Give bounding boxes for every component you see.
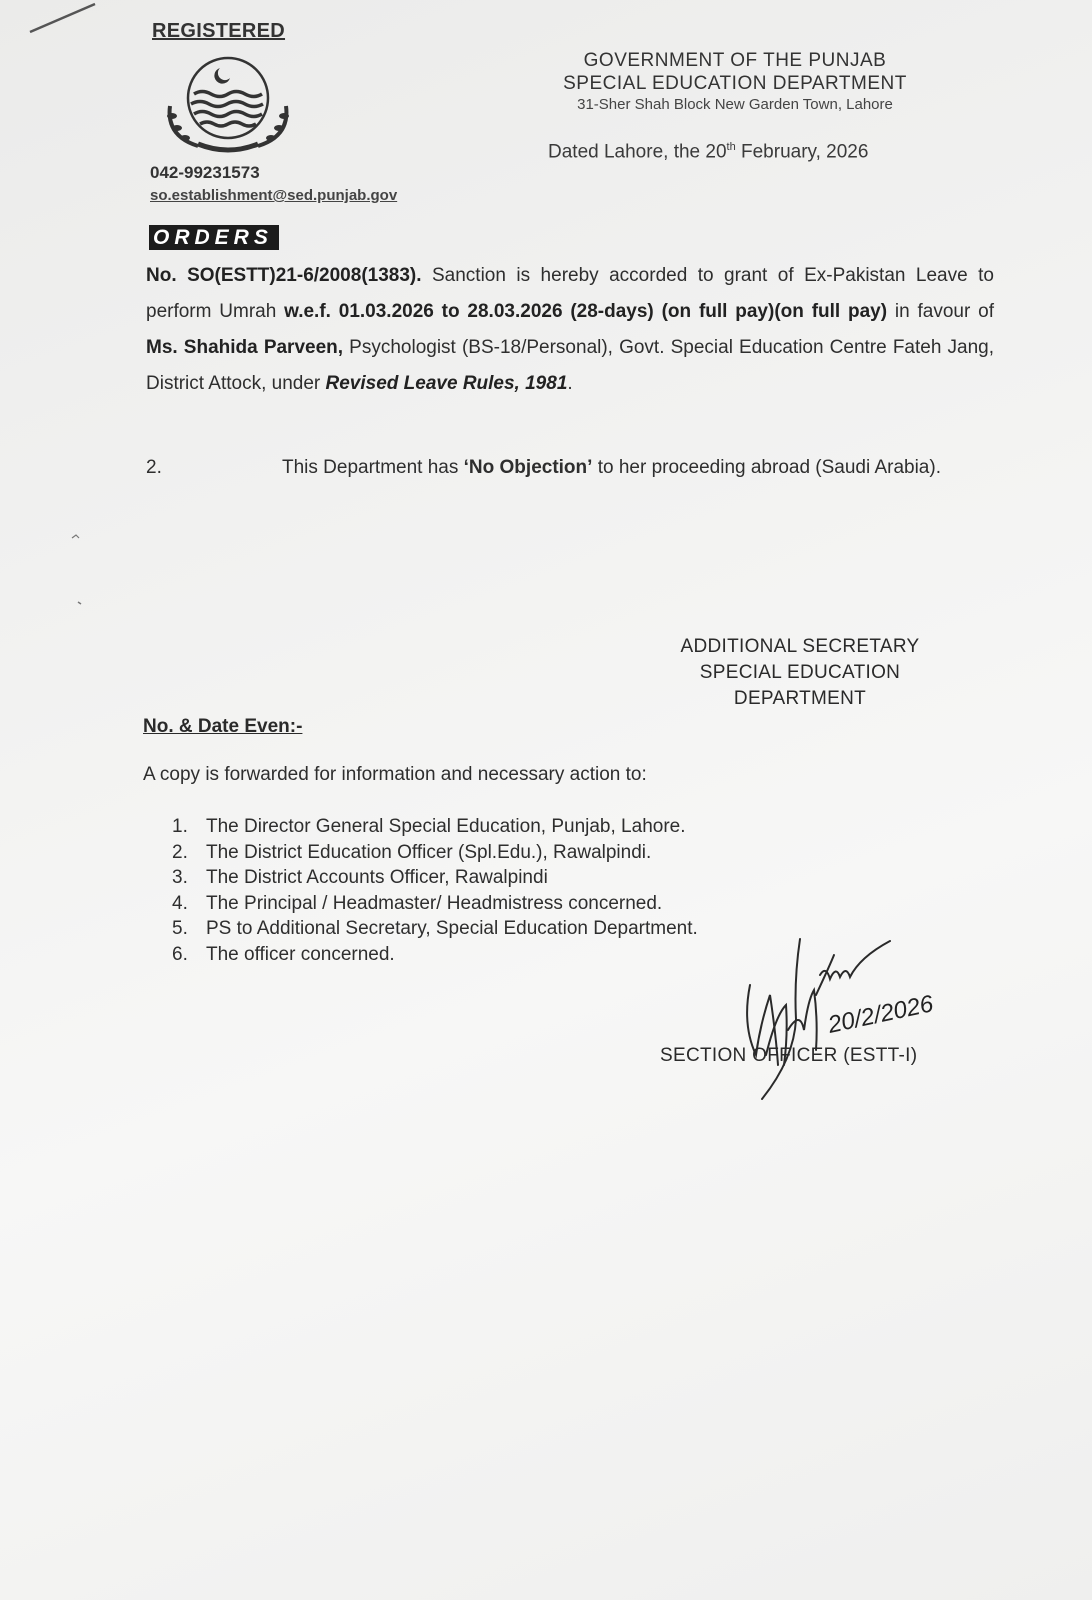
- copy-recipient-item: [172, 814, 698, 840]
- copy-recipient-number: 1.: [172, 816, 188, 837]
- signatory-line-2: SPECIAL EDUCATION: [699, 662, 901, 683]
- copy-recipient-item: [172, 840, 698, 866]
- order-paragraph-1: No. SO(ESTT)21-6/2008(1383). Sanction is hereby accorded to grant of Ex-Pakistan Leave to perform Umrah w.e.f. 01.03.2026 to 28.03.2026 (28-days) (on full pay)(on full pay) in favour of Ms. Shahida Parveen, Psychologist (BS-18/Personal), Govt. Special Education Centre Fateh Jang, District Attock, under Revised Leave Rules, 1981.: [146, 265, 995, 394]
- copy-recipient-number: 2.: [172, 841, 188, 863]
- copy-recipient-item: [172, 916, 698, 942]
- no-date-even-heading: No. & Date Even:-: [143, 716, 303, 737]
- orders-heading: ORDERS: [149, 225, 279, 250]
- copy-recipient-list: [172, 814, 698, 968]
- registered-label: REGISTERED: [152, 20, 286, 42]
- copy-recipient-item: [172, 865, 698, 891]
- additional-secretary-block: [650, 634, 950, 712]
- signatory-line-3: DEPARTMENT: [733, 688, 867, 709]
- copy-recipient-text: The District Education Officer (Spl.Edu.), Rawalpindi.: [206, 841, 652, 863]
- copy-recipient-number: 4.: [172, 892, 188, 914]
- handwritten-signature: [730, 935, 990, 1105]
- copy-recipient-text: The officer concerned.: [206, 943, 395, 965]
- copy-recipient-number: 3.: [172, 867, 188, 889]
- signature-date: 20/2/2026: [825, 990, 936, 1039]
- department-title: SPECIAL EDUCATION DEPARTMENT: [563, 73, 907, 94]
- copy-recipient-text: The Principal / Headmaster/ Headmistress concerned.: [206, 892, 663, 914]
- pen-mark: [0, 0, 110, 40]
- copy-forwarded-intro: A copy is forwarded for information and necessary action to:: [143, 764, 647, 785]
- punjab-emblem-logo: [158, 54, 298, 154]
- signatory-line-1: ADDITIONAL SECRETARY: [680, 636, 920, 657]
- department-address: 31-Sher Shah Block New Garden Town, Lahore: [577, 96, 893, 113]
- government-title: GOVERNMENT OF THE PUNJAB: [583, 50, 887, 71]
- copy-recipient-number: 6.: [172, 943, 188, 965]
- section-officer-designation: SECTION OFFICER (ESTT-I): [660, 1045, 918, 1066]
- phone-number: 042-99231573: [150, 163, 260, 182]
- copy-recipient-item: [172, 891, 698, 917]
- order-paragraph-2: 2. This Department has ‘No Objection’ to her proceeding abroad (Saudi Arabia).: [146, 457, 941, 478]
- paper-specks: [60, 520, 100, 630]
- email-address: so.establishment@sed.punjab.gov: [150, 187, 398, 204]
- copy-recipient-text: The Director General Special Education, Punjab, Lahore.: [206, 816, 686, 837]
- copy-recipient-text: The District Accounts Officer, Rawalpindi: [206, 867, 548, 889]
- copy-recipient-item: [172, 942, 698, 968]
- copy-recipient-text: PS to Additional Secretary, Special Education Department.: [206, 918, 698, 940]
- copy-recipient-number: 5.: [172, 918, 188, 940]
- dated-line: Dated Lahore, the 20th February, 2026: [548, 141, 869, 163]
